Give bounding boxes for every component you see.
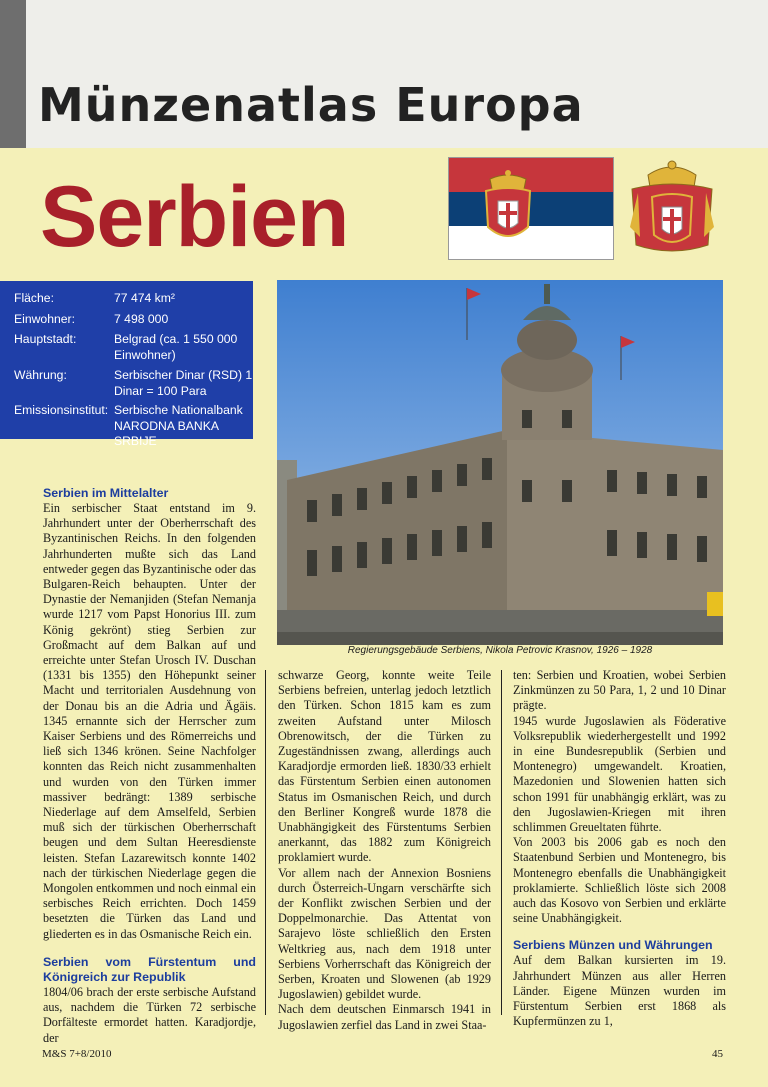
body-text: 1945 wurde Jugoslawien als Föderative Volksrepublik wiederhergestellt und 1992 in eine Bundesrepublik (Serbien und Montenegro) umgewandelt. Kroatien, Mazedonien und Slowenien hatten sich schon 1991 für unabhängig erklärt, was zu den Jugoslawien-Kriegen mit ihren schlimmen Greueltaten führte. bbox=[513, 713, 726, 835]
country-title: Serbien bbox=[40, 169, 349, 265]
section-heading: Serbiens Münzen und Währungen bbox=[513, 938, 713, 953]
photo-caption: Regierungsgebäude Serbiens, Nikola Petrovic Krasnov, 1926 – 1928 bbox=[347, 645, 653, 656]
fact-value: 7 498 000 bbox=[114, 312, 169, 326]
body-text: Auf dem Balkan kursierten im 19. Jahrhundert Münzen aus aller Herren Länder. Eigene Münzen wurden im Fürstentum Serbien erst 1868 als Kupfermünzen zu 1, bbox=[513, 953, 726, 1029]
fact-label: Einwohner: bbox=[14, 312, 75, 326]
header-side-bar bbox=[0, 0, 26, 148]
body-text: 1804/06 brach der erste serbische Aufstand aus, nachdem die Türken 72 serbische Dorfälteste ermordet hatten. Karadjordje, der bbox=[43, 984, 256, 1045]
government-building-photo bbox=[277, 280, 723, 645]
page-number: 45 bbox=[712, 1048, 723, 1060]
section-heading: Serbien im Mittelalter bbox=[43, 486, 169, 500]
country-facts-box bbox=[0, 281, 253, 448]
fact-label: Fläche: bbox=[14, 291, 54, 305]
fact-label: Währung: bbox=[14, 368, 67, 382]
fact-value: Serbische Nationalbank NARODNA BANKA SRBIJE bbox=[114, 403, 243, 448]
serbian-flag bbox=[448, 157, 614, 260]
body-text: Ein serbischer Staat entstand im 9. Jahrhundert unter der Oberherrschaft des Byzantinischen Reichs. In den folgenden Jahrhunderten mußte sich das Land entweder gegen das Byzantinische oder das Bulgaren-Reich behaupten. Unter der Dynastie der Nemanjiden (Stefan Nemanja wurde 1217 vom Papst Honorius III. zum König gekrönt) stieg Serbien zur Großmacht auf dem Balkan auf und erreichte unter Stefan Urosch IV. Duschan (1331 bis 1355) den Höhepunkt seiner Macht und territorialen Ausdehnung von der Donau bis an die Adria und Ägäis. 1345 ernannte sich der Herrscher zum Kaiser Serbiens und des Römerreichs und ließ sich 1346 krönen. Seine Nachfolger konnten das Reich nicht zusammenhalten und wurden von den Türken immer massiver bedrängt: 1389 serbische Niederlage auf dem Amselfeld, Serbien muß sich der türkischen Oberherrschaft beugen und dem Sultan Heeresdienste leisten. Stefan Lazarewitsch konnte 1402 nach der türkischen Niederlage gegen die Mongolen entkommen und noch einmal ein serbisches Reich errichten. Doch 1459 besetzten die Türken das Land und gliederten es in das Osmanische Reich ein. bbox=[43, 501, 256, 941]
fact-label: Emissionsinstitut: bbox=[14, 403, 109, 417]
body-text: Von 2003 bis 2006 gab es noch den Staatenbund Serbien und Montenegro, bis Montenegro ebenfalls die Unabhängigkeit proklamierte. Schließlich löste sich 2008 auch das Kosovo von Serbien und erklärte seine Unabhängigkeit. bbox=[513, 835, 726, 926]
column-divider bbox=[265, 670, 266, 1015]
body-text: Nach dem deutschen Einmarsch 1941 in Jugoslawien zerfiel das Land in zwei Staa- bbox=[278, 1002, 491, 1032]
column-divider bbox=[501, 670, 502, 1015]
fact-label: Hauptstadt: bbox=[14, 332, 77, 346]
body-text: ten: Serbien und Kroatien, wobei Serbien Zinkmünzen zu 50 Para, 1, 2 und 10 Dinar prägte. bbox=[513, 668, 726, 713]
article-column-2 bbox=[278, 668, 491, 1033]
serbian-coat-of-arms-icon bbox=[628, 157, 716, 260]
body-text: Vor allem nach der Annexion Bosniens durch Österreich-Ungarn verschärfte sich der Konflikt zwischen Serbien und der Doppelmonarchie. Das Attentat von Sarajevo löste schließlich den Ersten Weltkrieg aus, nach dem 1918 unter Serbiens Vorherrschaft das Königreich der Serben, Kroaten und Slowenen (ab 1929 Jugoslawien) gebildet wurde. bbox=[278, 865, 491, 1002]
article-column-1 bbox=[43, 486, 256, 1046]
fact-value: Serbischer Dinar (RSD) 1 Dinar = 100 Para bbox=[114, 368, 253, 398]
fact-value: Belgrad (ca. 1 550 000 Einwohner) bbox=[114, 332, 238, 362]
issue-label: M&S 7+8/2010 bbox=[42, 1048, 112, 1060]
flag-coat-of-arms-icon bbox=[486, 170, 530, 236]
article-column-3 bbox=[513, 668, 726, 1029]
series-title: Münzenatlas Europa bbox=[38, 78, 584, 132]
body-text: schwarze Georg, konnte weite Teile Serbiens befreien, unterlag jedoch letztlich den Türken. Schon 1815 kam es zum zweiten Aufstand unter Milosch Obrenowitsch, der die Türken zu Zugeständnissen zwang, allerdings auch Karadjordje ermorden ließ. 1830/33 erhielt das Fürstentum Serbien einen autonomen Status im Osmanischen Reich, und durch den Berliner Kongreß wurde 1878 die Unabhängigkeit des Fürstentums Serbien anerkannt, das 1882 zum Königreich proklamiert wurde. bbox=[278, 668, 491, 865]
fact-value: 77 474 km² bbox=[114, 291, 175, 305]
section-heading: Serbien vom Fürstentum und Königreich zur Republik bbox=[43, 954, 256, 984]
